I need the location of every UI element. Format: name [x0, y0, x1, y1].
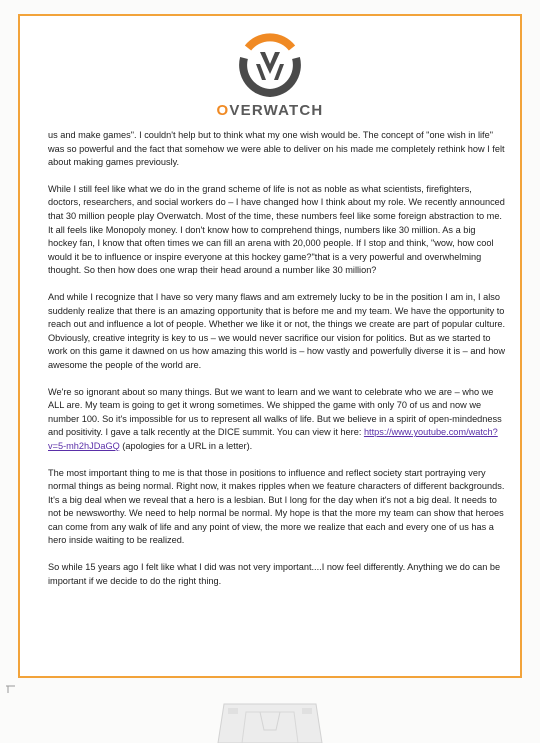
paragraph-4-text: We're so ignorant about so many things. But we want to learn and we want to celebrate who we are – who we ALL are. My team is going to get it wrong sometimes. We shipped the game with only 70 of us and now we number 100. So it's impossible for us to represent all walks of life. But we believe in a spirit of open-mindedness and positivity. I gave a talk recently at the DICE summit. You can view it here: [48, 386, 502, 438]
device-silhouette-icon [216, 700, 324, 743]
overwatch-logo-icon [234, 28, 306, 100]
overwatch-logo [20, 28, 520, 105]
paragraph-4 [48, 386, 506, 454]
letter-body [48, 129, 506, 602]
paragraph-3: And while I recognize that I have so very many flaws and am extremely lucky to be in the position I am in, I also suddenly realize that there is an amazing opportunity that is before me and my team. We have the opportunity to reach out and influence a lot of people. Whether we like it or not, the things we create are part of popular culture. Obviously, creative integrity is key to us – we would never sacrifice our vision for politics. But as we started to work on this game it dawned on us how amazing this world is – how vastly and powerfully diverse it is – and how awesome the people of the world are. [48, 292, 506, 370]
paragraph-2: While I still feel like what we do in the grand scheme of life is not as noble as what scientists, firefighters, doctors, researchers, and social workers do – I have changed how I think about my role. We recently announced that 30 million people play Overwatch. Most of the time, these numbers feel like some foreign abstraction to me. It all feels like Monopoly money. I don't know how to comprehend things, numbers like 30 million. As a big hockey fan, I know that often times we can fill an arena with 20,000 people. If I stop and think, "wow, how cool would it be to influence or inspire everyone at this hockey game?"that is a very powerful and overwhelming thought. So then how does one wrap their head around a number like 30 million? [48, 183, 505, 276]
letter-page [18, 14, 522, 678]
paragraph-4-after: (apologies for a URL in a letter). [119, 440, 253, 451]
paragraph-6: So while 15 years ago I felt like what I did was not very important....I now feel differently. Anything we do can be important if we decide to do the right thing. [48, 562, 501, 586]
wordmark-rest: VERWATCH [229, 102, 324, 119]
paragraph-5: The most important thing to me is that those in positions to influence and reflect society start portraying very normal things as being normal. Right now, it makes ripples when we feature characters of different backgrounds. It's a big deal when we reveal that a hero is a lesbian. But I long for the day when it's not a big deal. It needs to not be newsworthy. We need to help normal be normal. My hope is that the more my team can show that heroes can come from any walk of life and any point of view, the more we realize that each and every one of us has a hero inside waiting to be realized. [48, 467, 505, 546]
paragraph-1: us and make games". I couldn't help but to think what my one wish would be. The concept of "one wish in life" was so powerful and the fact that somehow we were able to deliver on his made me completely rethink how I felt about making games previously. [48, 130, 505, 168]
youtube-link[interactable]: https://www.youtube.com/watch?v=5-mh2hJDaGQ [48, 427, 498, 451]
wordmark-o: O [216, 102, 230, 119]
scan-mark-icon [5, 684, 17, 694]
overwatch-wordmark [20, 102, 520, 119]
